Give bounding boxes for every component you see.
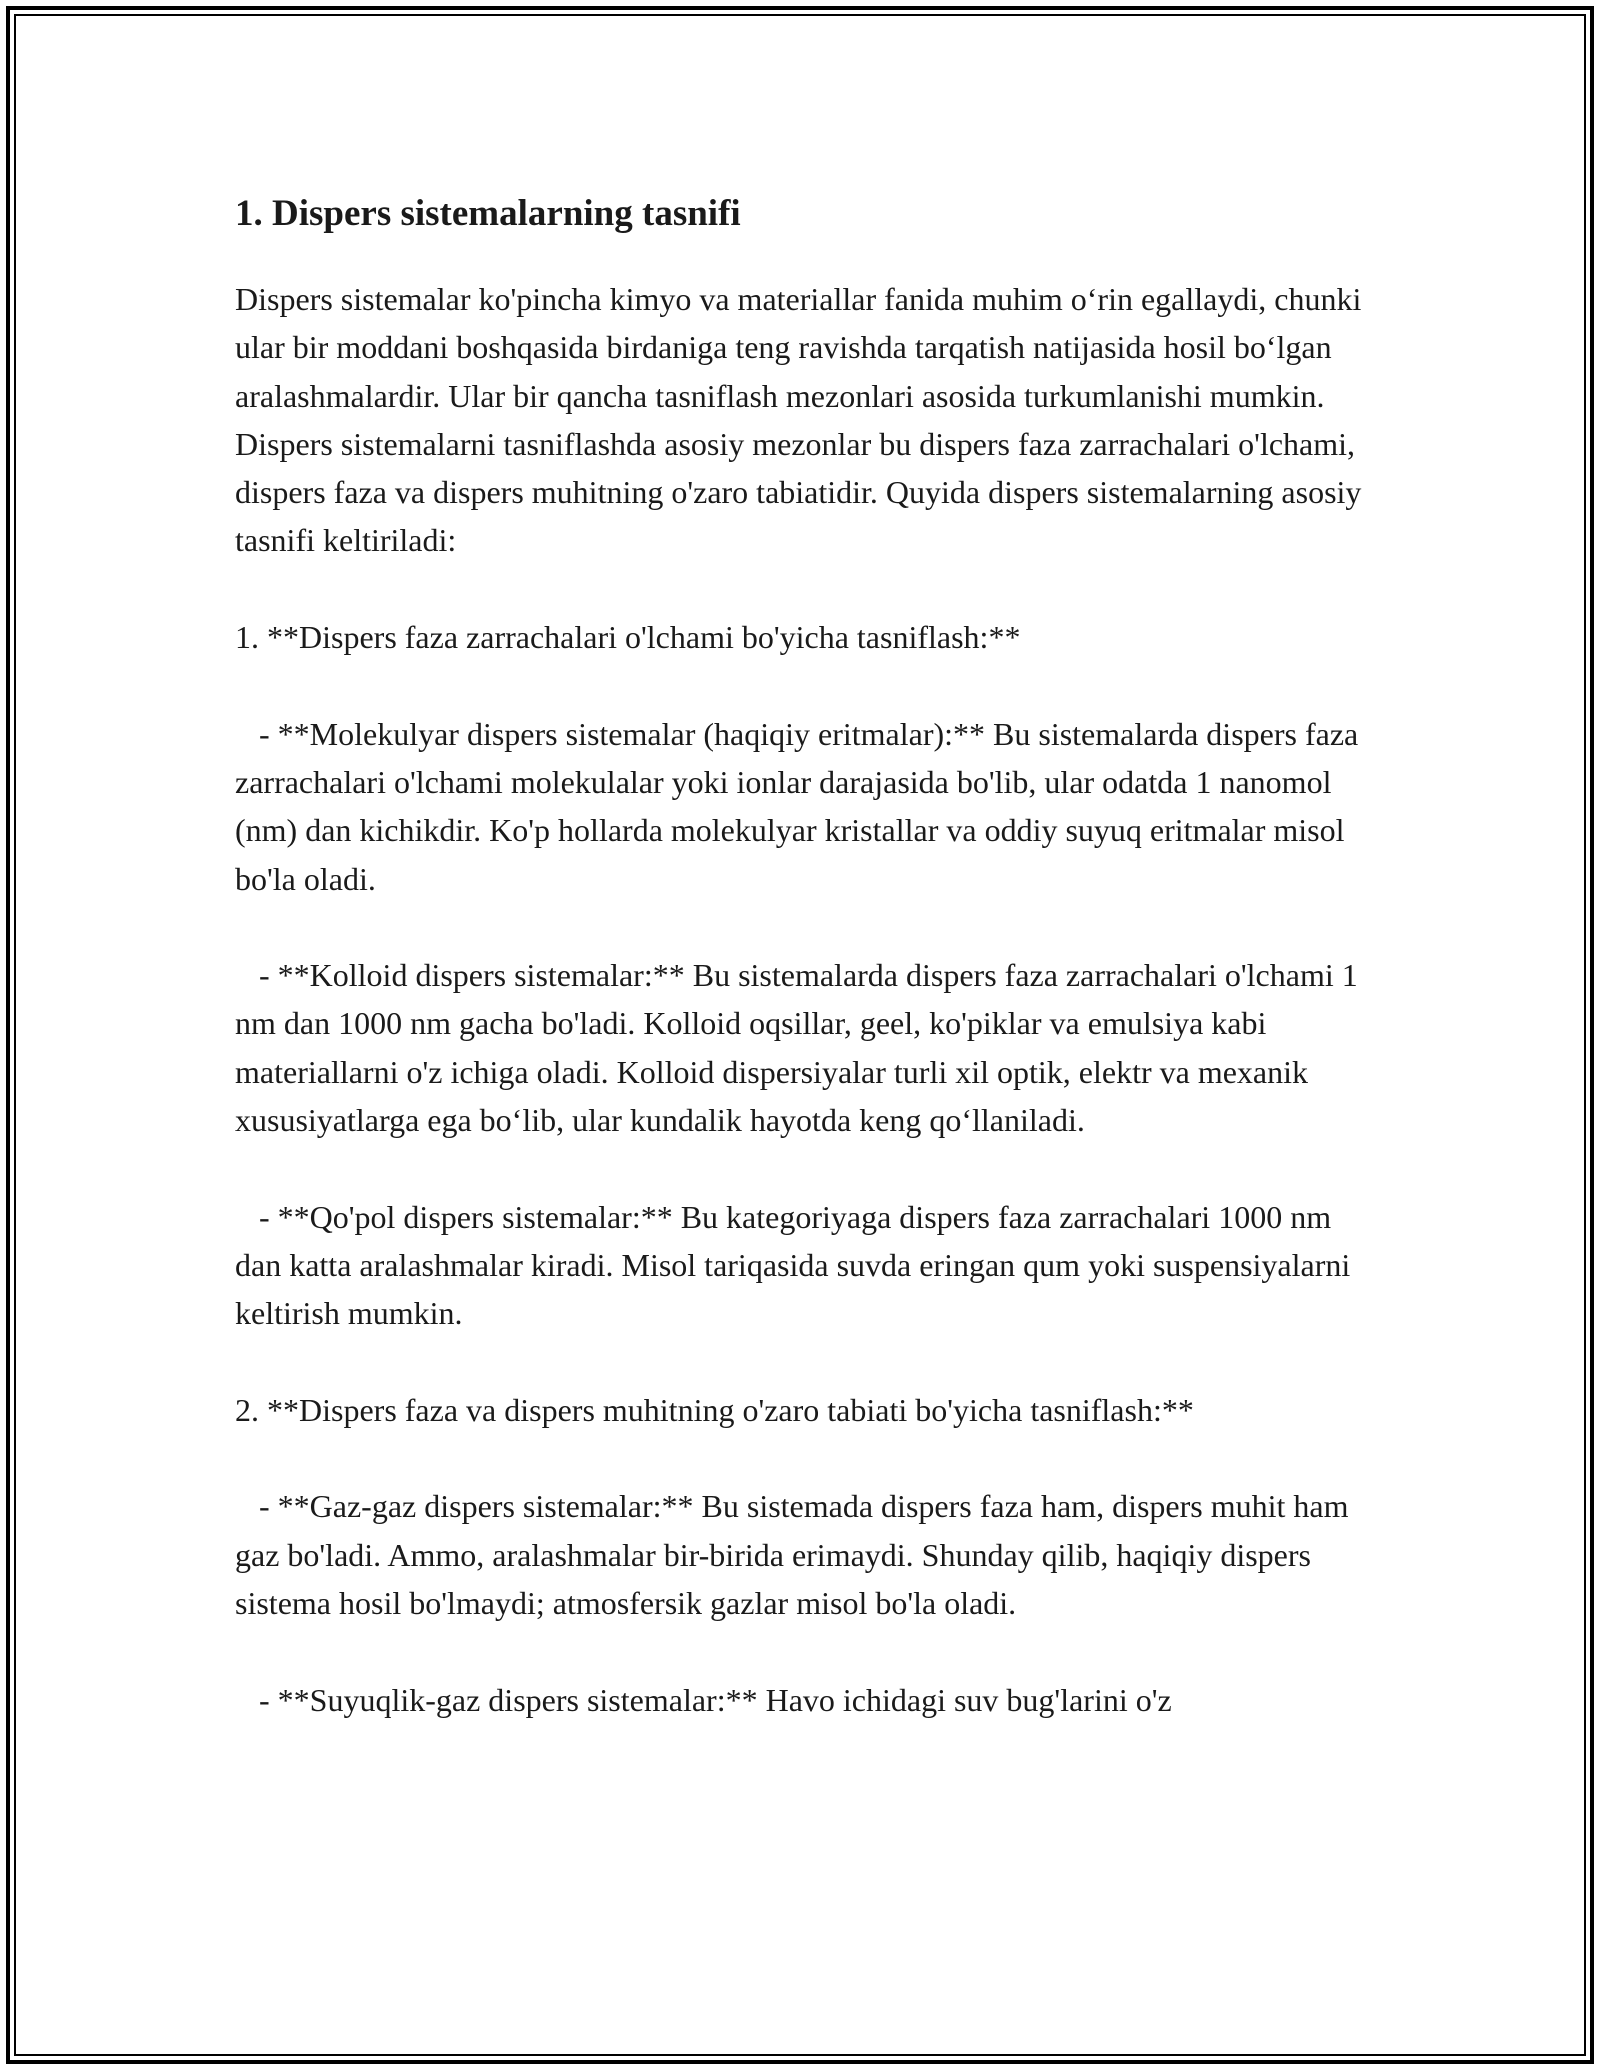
paragraph-gap bbox=[235, 903, 1375, 951]
list-item-molecular-dispersions: - **Molekulyar dispers sistemalar (haqiqiy eritmalar):** Bu sistemalarda dispers faza zarrachalari o'lchami molekulalar yoki ionlar darajasida bo'lib, ular odatda 1 nanomol (nm) dan kichikdir. Ko'p hollarda molekulyar kristallar va oddiy suyuq eritmalar misol bo'la oladi. bbox=[235, 715, 1367, 897]
document-body bbox=[235, 185, 1375, 1724]
list-item-liquid-gas-dispersions: - **Suyuqlik-gaz dispers sistemalar:** Havo ichidagi suv bug'larini o'z bbox=[235, 1681, 1172, 1718]
paragraph-gap bbox=[235, 1627, 1375, 1675]
list-item-colloid-dispersions: - **Kolloid dispers sistemalar:** Bu sistemalarda dispers faza zarrachalari o'lchami 1 nm dan 1000 nm gacha bo'ladi. Kolloid oqsillar, geel, ko'piklar va emulsiya kabi materiallarni o'z ichiga oladi. Kolloid dispersiyalar turli xil optik, elektr va mexanik xususiyatlarga ega bo‘lib, ular kundalik hayotda keng qo‘llaniladi. bbox=[235, 957, 1366, 1139]
paragraph-gap bbox=[235, 1338, 1375, 1386]
paragraph-gap bbox=[235, 565, 1375, 613]
list-item-gas-gas-dispersions: - **Gaz-gaz dispers sistemalar:** Bu sistemada dispers faza ham, dispers muhit ham gaz bo'ladi. Ammo, aralashmalar bir-birida erimaydi. Shunday qilib, haqiqiy dispers sistema hosil bo'lmaydi; atmosfersik gazlar misol bo'la oladi. bbox=[235, 1488, 1357, 1622]
section-heading: 1. Dispers sistemalarning tasnifi bbox=[235, 193, 741, 234]
paragraph-gap bbox=[235, 1434, 1375, 1482]
list-heading-nature-classification: 2. **Dispers faza va dispers muhitning o'zaro tabiati bo'yicha tasniflash:** bbox=[235, 1391, 1194, 1428]
intro-paragraph: Dispers sistemalar ko'pincha kimyo va materiallar fanida muhim o‘rin egallaydi, chunki ular bir moddani boshqasida birdaniga teng ravishda tarqatish natijasida hosil bo‘lgan aralashmalardir. Ular bir qancha tasniflash mezonlari asosida turkumlanishi mumkin. Dispers sistemalarni tasniflashda asosiy mezonlar bu dispers faza zarrachalari o'lchami, dispers faza va dispers muhitning o'zaro tabiatidir. Quyida dispers sistemalarning asosiy tasnifi keltiriladi: bbox=[235, 281, 1370, 559]
list-item-coarse-dispersions: - **Qo'pol dispers sistemalar:** Bu kategoriyaga dispers faza zarrachalari 1000 nm dan katta aralashmalar kiradi. Misol tariqasida suvda eringan qum yoki suspensiyalarni keltirish mumkin. bbox=[235, 1198, 1359, 1332]
list-heading-size-classification: 1. **Dispers faza zarrachalari o'lchami bo'yicha tasniflash:** bbox=[235, 619, 1021, 656]
paragraph-gap bbox=[235, 1144, 1375, 1192]
paragraph-gap bbox=[235, 661, 1375, 709]
